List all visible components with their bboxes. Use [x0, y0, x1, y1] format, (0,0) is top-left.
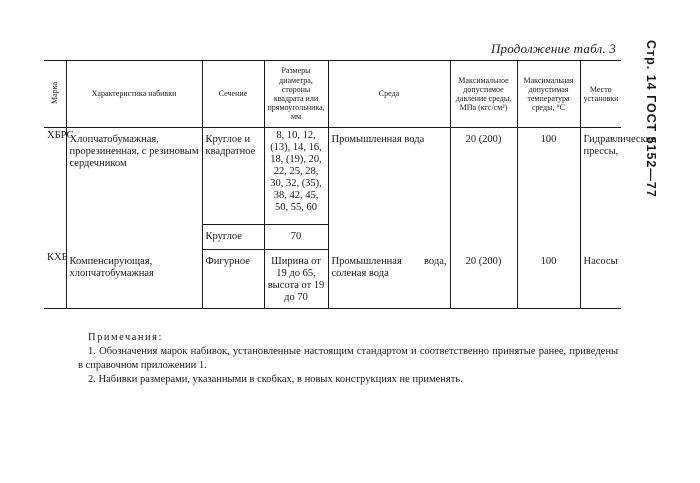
cell-medium: Промышленная вода, соленая вода: [328, 250, 450, 309]
cell-characteristic: Компенсирующая, хлопчатобумажная: [66, 250, 202, 309]
cell-mark: КХБ: [44, 250, 66, 309]
cell-medium: Промышленная вода: [328, 128, 450, 250]
cell-sizes: 8, 10, 12, (13), 14, 16, 18, (19), 20, 22, 25, 28, 30, 32, (35), 38, 42, 45, 50, 55, 60: [264, 128, 328, 225]
cell-place: Гидравлические прессы,: [580, 128, 621, 250]
cell-sizes: Ширина от 19 до 65, высота от 19 до 70: [264, 250, 328, 309]
cell-pressure: 20 (200): [450, 250, 517, 309]
table-row: [44, 128, 621, 225]
notes-section: [78, 331, 618, 386]
cell-section: Круглое: [202, 225, 264, 250]
header-mark: Марка: [44, 61, 66, 128]
cell-temperature: 100: [517, 128, 580, 250]
header-characteristic: Характеристика набивки: [66, 61, 202, 128]
header-medium: Среда: [328, 61, 450, 128]
table-row: [44, 250, 621, 309]
header-pressure: Максимальное допустимое давление среды, МПа (кгс/см²): [450, 61, 517, 128]
cell-section: Фигурное: [202, 250, 264, 309]
cell-characteristic: Хлопчатобумажная, прорезиненная, с резиновым сердечником: [66, 128, 202, 250]
notes-heading: Примечания:: [88, 332, 163, 343]
note-item: 2. Набивки размерами, указанными в скобках, в новых конструкциях не применять.: [88, 373, 463, 385]
header-sizes: Размеры диаметра, стороны квадрата или прямоугольника, мм: [264, 61, 328, 128]
table-continuation-label: Продолжение табл. 3: [490, 41, 616, 56]
cell-sizes: 70: [264, 225, 328, 250]
note-item: 1. Обозначения марок набивок, установленные настоящим стандартом и соответственно принятые ранее, приведены в справочном приложении 1.: [78, 345, 618, 371]
cell-place: Насосы: [580, 250, 621, 309]
page-running-header: Стр. 14 ГОСТ 5152—77: [644, 40, 658, 198]
table-header-row: [44, 61, 621, 128]
header-temperature: Максимальная допустимая температура среды, °С: [517, 61, 580, 128]
header-section: Сечение: [202, 61, 264, 128]
header-place: Место установки: [580, 61, 621, 128]
cell-temperature: 100: [517, 250, 580, 309]
cell-pressure: 20 (200): [450, 128, 517, 250]
cell-mark: ХБРС: [44, 128, 66, 250]
cell-section: Круглое и квадратное: [202, 128, 264, 225]
